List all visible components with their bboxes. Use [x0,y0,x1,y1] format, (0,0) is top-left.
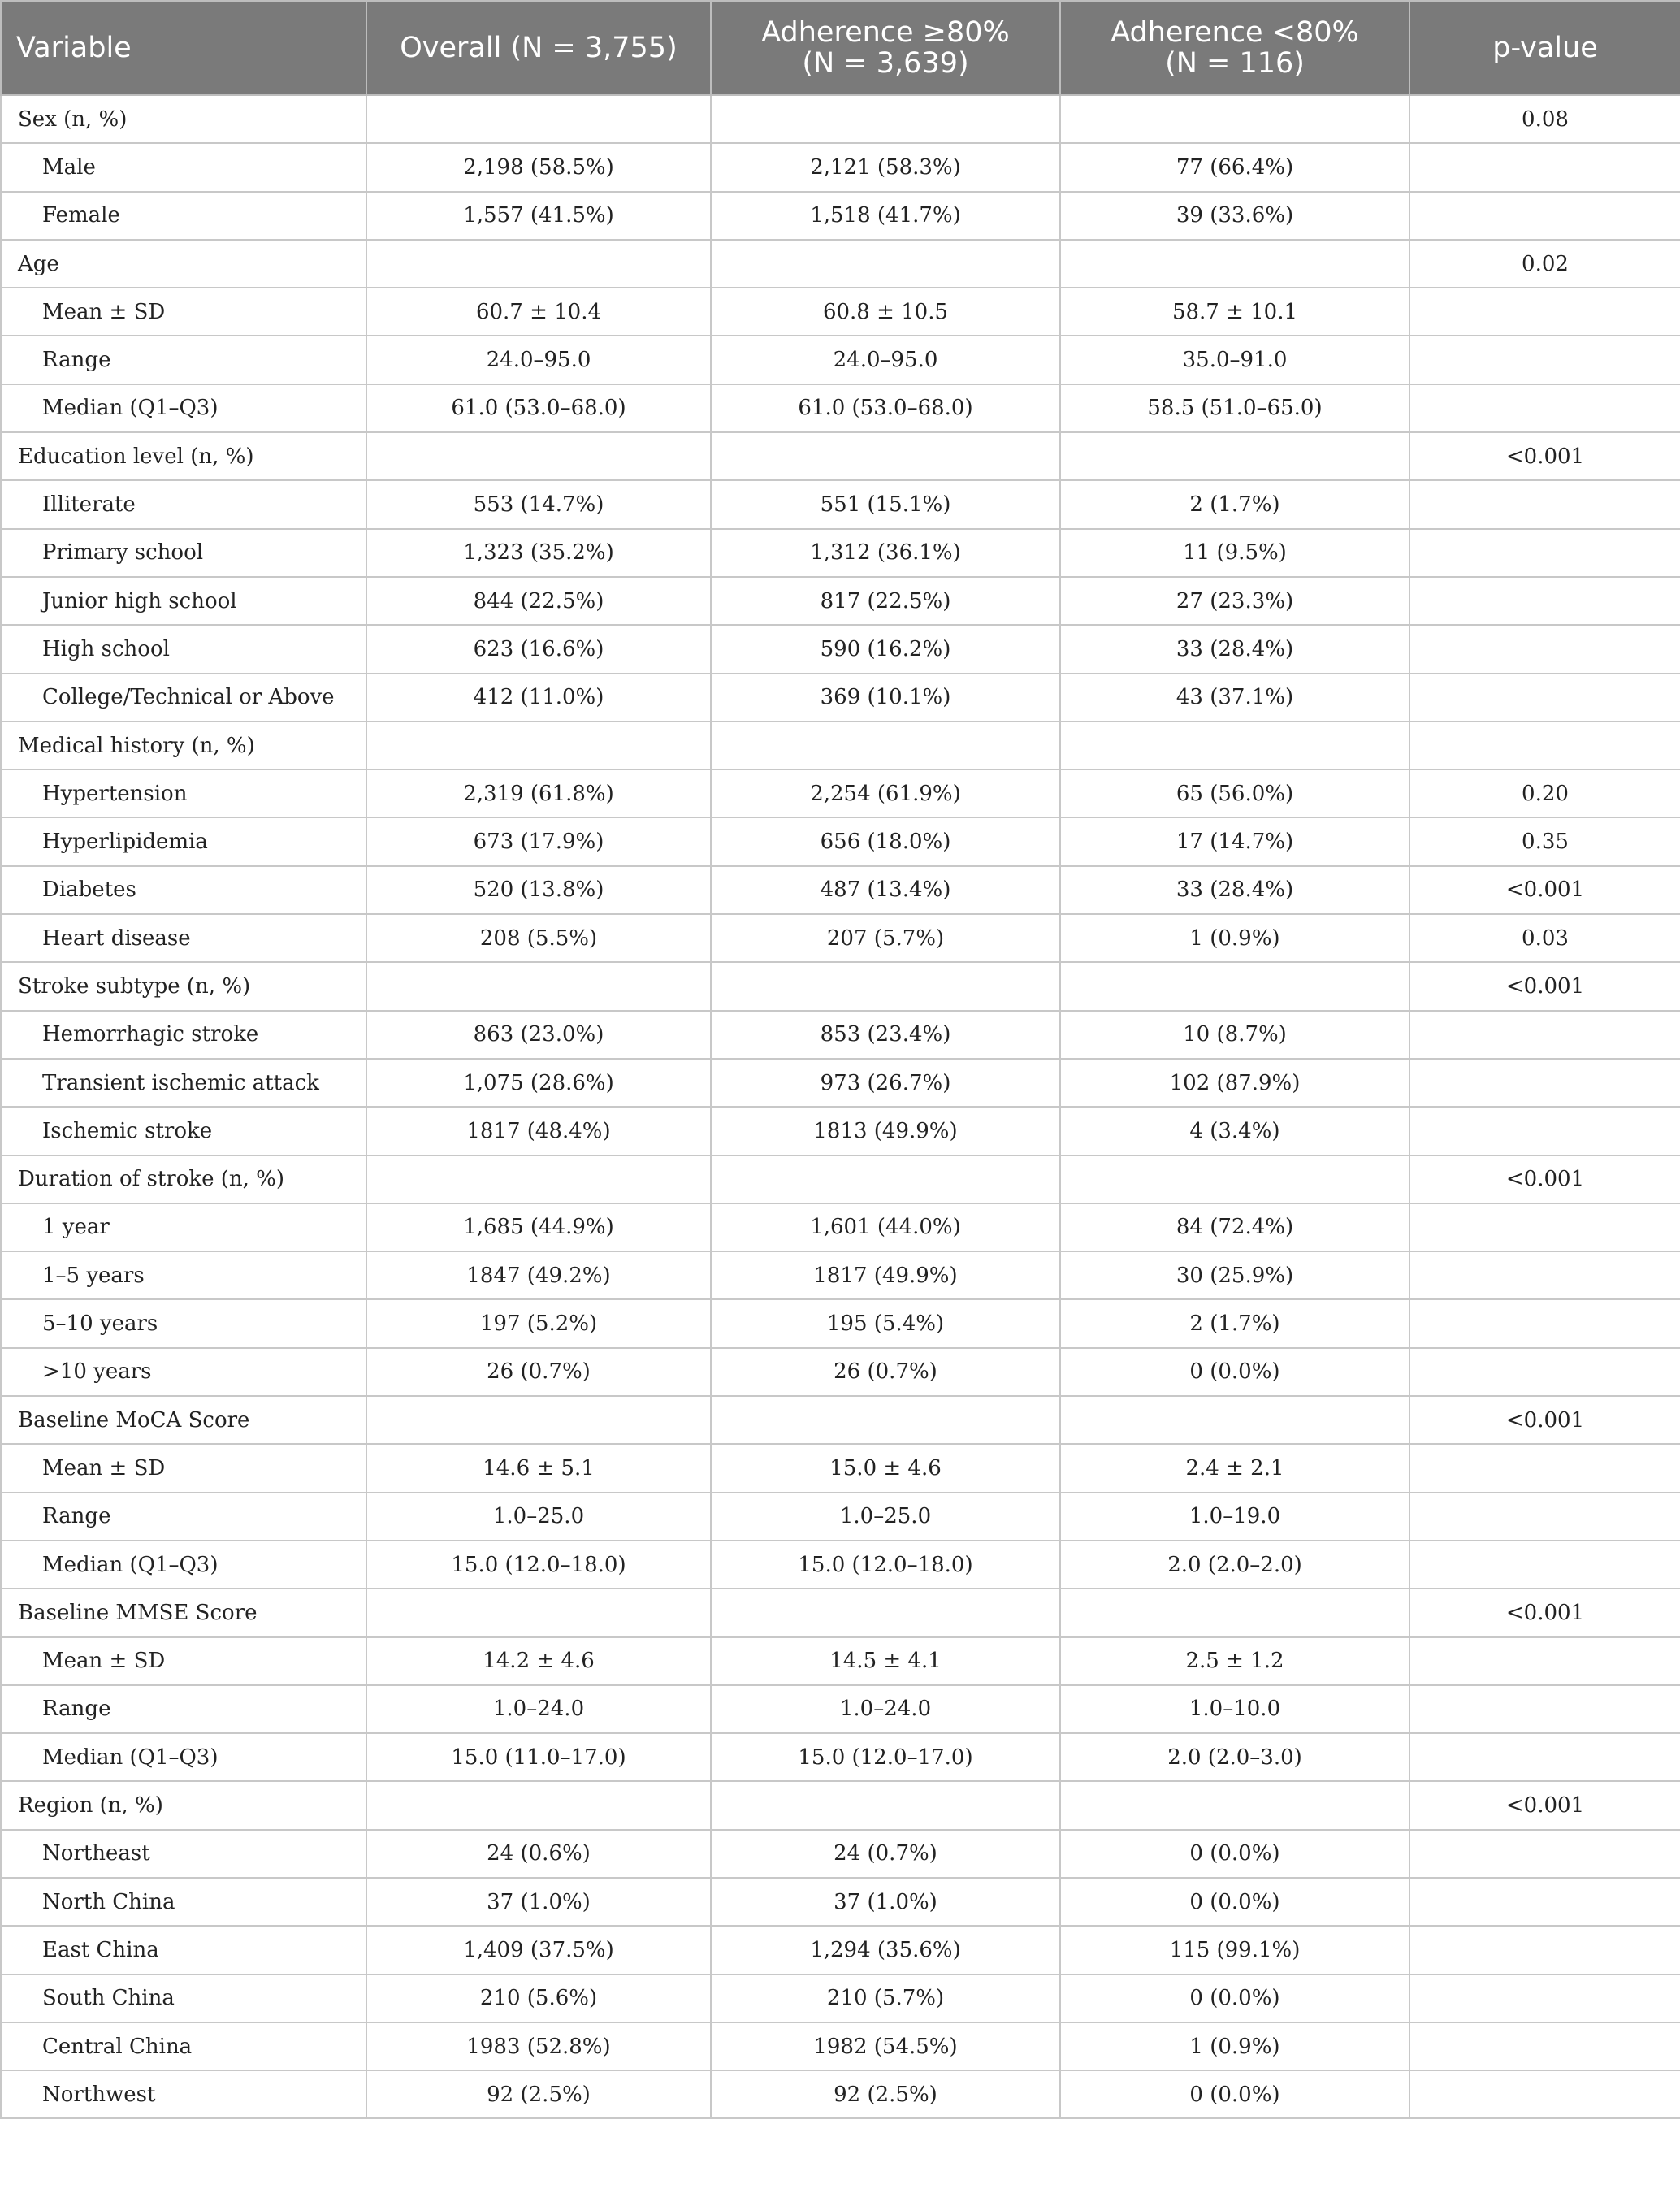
table-row [1,1348,1680,1396]
row-label: Mean ± SD [1,1444,366,1492]
row-label: Range [1,1685,366,1733]
row-label: >10 years [1,1348,366,1396]
row-label: Median (Q1–Q3) [1,1733,366,1781]
cell-adherence-high: 1.0–25.0 [711,1493,1060,1541]
cell-overall: 1.0–24.0 [366,1685,711,1733]
cell-pvalue [1409,1493,1680,1541]
row-label: Hypertension [1,769,366,817]
table-row [1,1203,1680,1251]
row-label: Stroke subtype (n, %) [1,962,366,1010]
cell-pvalue [1409,1299,1680,1347]
cell-adherence-low: 10 (8.7%) [1060,1011,1409,1059]
cell-adherence-high: 60.8 ± 10.5 [711,288,1060,336]
row-label: Hemorrhagic stroke [1,1011,366,1059]
cell-adherence-low [1060,1396,1409,1444]
cell-adherence-low: 102 (87.9%) [1060,1059,1409,1107]
cell-adherence-low: 1.0–19.0 [1060,1493,1409,1541]
cell-pvalue: <0.001 [1409,1781,1680,1829]
cell-adherence-low: 39 (33.6%) [1060,192,1409,240]
cell-adherence-low: 17 (14.7%) [1060,817,1409,865]
table-row [1,1107,1680,1155]
row-label: 5–10 years [1,1299,366,1347]
cell-adherence-high: 1982 (54.5%) [711,2022,1060,2070]
row-label: Central China [1,2022,366,2070]
cell-adherence-high: 15.0 (12.0–18.0) [711,1541,1060,1589]
cell-adherence-low: 2.5 ± 1.2 [1060,1637,1409,1685]
row-label: Junior high school [1,577,366,625]
cell-pvalue [1409,336,1680,384]
cell-adherence-high: 15.0 (12.0–17.0) [711,1733,1060,1781]
header-adherence-high-line2: (N = 3,639) [802,47,969,80]
cell-overall: 1,557 (41.5%) [366,192,711,240]
cell-pvalue [1409,1011,1680,1059]
cell-overall: 92 (2.5%) [366,2070,711,2118]
row-label: Median (Q1–Q3) [1,1541,366,1589]
cell-adherence-high: 590 (16.2%) [711,625,1060,673]
table-row [1,1541,1680,1589]
cell-adherence-low: 2 (1.7%) [1060,1299,1409,1347]
cell-adherence-high [711,1155,1060,1203]
row-label: Northeast [1,1830,366,1878]
cell-overall: 863 (23.0%) [366,1011,711,1059]
cell-overall: 1,075 (28.6%) [366,1059,711,1107]
cell-pvalue [1409,1733,1680,1781]
cell-adherence-high: 973 (26.7%) [711,1059,1060,1107]
cell-pvalue [1409,1926,1680,1974]
cell-pvalue [1409,529,1680,577]
cell-adherence-high: 2,254 (61.9%) [711,769,1060,817]
cell-adherence-low: 58.7 ± 10.1 [1060,288,1409,336]
cell-pvalue [1409,1637,1680,1685]
cell-overall: 14.6 ± 5.1 [366,1444,711,1492]
cell-pvalue: <0.001 [1409,1396,1680,1444]
cell-adherence-high [711,95,1060,143]
cell-adherence-low [1060,432,1409,480]
cell-adherence-low: 2.0 (2.0–3.0) [1060,1733,1409,1781]
row-label: Medical history (n, %) [1,722,366,769]
cell-adherence-high: 656 (18.0%) [711,817,1060,865]
table-row [1,1878,1680,1926]
cell-pvalue [1409,1107,1680,1155]
table-row [1,625,1680,673]
row-label: Region (n, %) [1,1781,366,1829]
cell-pvalue: 0.02 [1409,240,1680,288]
table-row [1,480,1680,528]
row-label: 1 year [1,1203,366,1251]
cell-adherence-high: 1,294 (35.6%) [711,1926,1060,1974]
cell-adherence-low [1060,95,1409,143]
row-label: Diabetes [1,866,366,914]
table-row [1,95,1680,143]
table-body [1,95,1680,2118]
cell-adherence-low [1060,962,1409,1010]
cell-overall: 15.0 (11.0–17.0) [366,1733,711,1781]
cell-pvalue [1409,143,1680,191]
cell-adherence-high: 1817 (49.9%) [711,1251,1060,1299]
row-label: Male [1,143,366,191]
cell-overall: 1,685 (44.9%) [366,1203,711,1251]
cell-adherence-low: 35.0–91.0 [1060,336,1409,384]
cell-pvalue [1409,1974,1680,2022]
cell-pvalue [1409,1348,1680,1396]
cell-overall: 61.0 (53.0–68.0) [366,384,711,432]
cell-adherence-high [711,1396,1060,1444]
cell-pvalue: <0.001 [1409,866,1680,914]
cell-pvalue [1409,1444,1680,1492]
table-row [1,2070,1680,2118]
cell-adherence-low: 84 (72.4%) [1060,1203,1409,1251]
table-row [1,1830,1680,1878]
cell-adherence-high: 369 (10.1%) [711,674,1060,722]
cell-adherence-high: 15.0 ± 4.6 [711,1444,1060,1492]
cell-overall [366,95,711,143]
cell-adherence-high: 24 (0.7%) [711,1830,1060,1878]
cell-adherence-high: 92 (2.5%) [711,2070,1060,2118]
cell-pvalue: <0.001 [1409,1155,1680,1203]
cell-adherence-high [711,240,1060,288]
row-label: East China [1,1926,366,1974]
cell-overall [366,432,711,480]
cell-pvalue [1409,577,1680,625]
cell-overall: 24 (0.6%) [366,1830,711,1878]
table-header [1,1,1680,95]
cell-adherence-high [711,962,1060,1010]
table-row [1,1781,1680,1829]
cell-adherence-low: 0 (0.0%) [1060,1878,1409,1926]
cell-adherence-low: 0 (0.0%) [1060,1348,1409,1396]
cell-adherence-low: 2 (1.7%) [1060,480,1409,528]
row-label: Baseline MoCA Score [1,1396,366,1444]
cell-overall: 210 (5.6%) [366,1974,711,2022]
row-label: Northwest [1,2070,366,2118]
row-label: Mean ± SD [1,288,366,336]
cell-pvalue [1409,288,1680,336]
table-row [1,1155,1680,1203]
cell-adherence-low: 0 (0.0%) [1060,1830,1409,1878]
cell-pvalue [1409,480,1680,528]
table-row [1,143,1680,191]
cell-adherence-low [1060,722,1409,769]
table-row [1,722,1680,769]
cell-adherence-high: 1,601 (44.0%) [711,1203,1060,1251]
cell-pvalue: <0.001 [1409,432,1680,480]
cell-overall: 673 (17.9%) [366,817,711,865]
table-row [1,1444,1680,1492]
table-row [1,1396,1680,1444]
header-adherence-high [711,1,1060,95]
cell-adherence-low: 65 (56.0%) [1060,769,1409,817]
cell-adherence-high: 487 (13.4%) [711,866,1060,914]
table-row [1,240,1680,288]
cell-pvalue: 0.08 [1409,95,1680,143]
cell-adherence-high [711,1781,1060,1829]
table-row [1,1251,1680,1299]
cell-overall: 520 (13.8%) [366,866,711,914]
cell-overall: 15.0 (12.0–18.0) [366,1541,711,1589]
cell-overall: 844 (22.5%) [366,577,711,625]
row-label: College/Technical or Above [1,674,366,722]
table-row [1,769,1680,817]
table-row [1,1637,1680,1685]
cell-pvalue [1409,674,1680,722]
row-label: Range [1,1493,366,1541]
cell-pvalue [1409,384,1680,432]
cell-overall: 1817 (48.4%) [366,1107,711,1155]
cell-overall: 60.7 ± 10.4 [366,288,711,336]
cell-adherence-high: 817 (22.5%) [711,577,1060,625]
cell-pvalue [1409,1541,1680,1589]
cell-adherence-low [1060,1781,1409,1829]
cell-overall: 1,409 (37.5%) [366,1926,711,1974]
cell-pvalue: 0.03 [1409,914,1680,962]
table-row [1,577,1680,625]
cell-pvalue: <0.001 [1409,962,1680,1010]
cell-overall: 623 (16.6%) [366,625,711,673]
table-row [1,432,1680,480]
cell-adherence-high: 207 (5.7%) [711,914,1060,962]
table-row [1,1299,1680,1347]
cell-overall: 1.0–25.0 [366,1493,711,1541]
table-row [1,192,1680,240]
cell-adherence-high: 1813 (49.9%) [711,1107,1060,1155]
header-adherence-low-line1: Adherence <80% [1111,16,1359,49]
cell-adherence-high: 853 (23.4%) [711,1011,1060,1059]
cell-pvalue [1409,1685,1680,1733]
table-row [1,1926,1680,1974]
cell-adherence-low: 58.5 (51.0–65.0) [1060,384,1409,432]
cell-adherence-high: 61.0 (53.0–68.0) [711,384,1060,432]
table-row [1,1011,1680,1059]
table-row [1,962,1680,1010]
cell-adherence-low: 33 (28.4%) [1060,625,1409,673]
cell-pvalue [1409,1203,1680,1251]
header-pvalue: p-value [1409,1,1680,95]
table-row [1,2022,1680,2070]
cell-pvalue [1409,1251,1680,1299]
row-label: Transient ischemic attack [1,1059,366,1107]
header-adherence-low [1060,1,1409,95]
header-overall: Overall (N = 3,755) [366,1,711,95]
cell-overall [366,1396,711,1444]
cell-pvalue: 0.20 [1409,769,1680,817]
cell-adherence-low: 33 (28.4%) [1060,866,1409,914]
cell-pvalue [1409,1878,1680,1926]
cell-adherence-low: 30 (25.9%) [1060,1251,1409,1299]
table-row [1,1059,1680,1107]
cell-adherence-low: 27 (23.3%) [1060,577,1409,625]
cell-adherence-low: 77 (66.4%) [1060,143,1409,191]
cell-adherence-low: 43 (37.1%) [1060,674,1409,722]
row-label: Female [1,192,366,240]
cell-pvalue [1409,2022,1680,2070]
header-adherence-low-line2: (N = 116) [1165,47,1305,80]
cell-adherence-high: 14.5 ± 4.1 [711,1637,1060,1685]
cell-adherence-high: 37 (1.0%) [711,1878,1060,1926]
table-row [1,674,1680,722]
cell-adherence-high: 210 (5.7%) [711,1974,1060,2022]
cell-adherence-low: 4 (3.4%) [1060,1107,1409,1155]
cell-adherence-high: 551 (15.1%) [711,480,1060,528]
table-row [1,1589,1680,1636]
row-label: Age [1,240,366,288]
cell-adherence-low: 2.0 (2.0–2.0) [1060,1541,1409,1589]
cell-pvalue [1409,722,1680,769]
cell-adherence-high: 1.0–24.0 [711,1685,1060,1733]
cell-overall: 2,319 (61.8%) [366,769,711,817]
row-label: Median (Q1–Q3) [1,384,366,432]
table-row [1,866,1680,914]
cell-overall: 37 (1.0%) [366,1878,711,1926]
cell-overall: 24.0–95.0 [366,336,711,384]
cell-overall [366,722,711,769]
table-row [1,529,1680,577]
cell-adherence-low: 11 (9.5%) [1060,529,1409,577]
row-label: High school [1,625,366,673]
cell-overall [366,1781,711,1829]
cell-adherence-high [711,432,1060,480]
cell-overall: 208 (5.5%) [366,914,711,962]
row-label: Ischemic stroke [1,1107,366,1155]
table-row [1,1685,1680,1733]
table-row [1,817,1680,865]
cell-adherence-high [711,722,1060,769]
cell-overall: 412 (11.0%) [366,674,711,722]
row-label: Primary school [1,529,366,577]
cell-pvalue [1409,2070,1680,2118]
cell-adherence-low: 1.0–10.0 [1060,1685,1409,1733]
cell-adherence-high: 2,121 (58.3%) [711,143,1060,191]
cell-adherence-low: 1 (0.9%) [1060,2022,1409,2070]
row-label: Range [1,336,366,384]
cell-adherence-low: 2.4 ± 2.1 [1060,1444,1409,1492]
cell-overall [366,1155,711,1203]
cell-pvalue: 0.35 [1409,817,1680,865]
header-variable: Variable [1,1,366,95]
cell-adherence-low [1060,1589,1409,1636]
cell-overall: 1,323 (35.2%) [366,529,711,577]
cell-adherence-low: 115 (99.1%) [1060,1926,1409,1974]
cell-overall: 1847 (49.2%) [366,1251,711,1299]
row-label: Illiterate [1,480,366,528]
cell-adherence-low [1060,1155,1409,1203]
row-label: Baseline MMSE Score [1,1589,366,1636]
header-row [1,1,1680,95]
cell-adherence-high: 1,312 (36.1%) [711,529,1060,577]
cell-adherence-low: 0 (0.0%) [1060,1974,1409,2022]
table-row [1,1493,1680,1541]
cell-overall: 197 (5.2%) [366,1299,711,1347]
row-label: North China [1,1878,366,1926]
table-row [1,288,1680,336]
cell-adherence-high [711,1589,1060,1636]
cell-pvalue: <0.001 [1409,1589,1680,1636]
cell-adherence-low [1060,240,1409,288]
cell-pvalue [1409,1830,1680,1878]
cell-adherence-low: 0 (0.0%) [1060,2070,1409,2118]
cell-adherence-high: 195 (5.4%) [711,1299,1060,1347]
row-label: Heart disease [1,914,366,962]
cell-adherence-high: 24.0–95.0 [711,336,1060,384]
table-row [1,914,1680,962]
table-row [1,336,1680,384]
cell-pvalue [1409,192,1680,240]
cell-overall: 2,198 (58.5%) [366,143,711,191]
cell-overall: 14.2 ± 4.6 [366,1637,711,1685]
cell-adherence-high: 1,518 (41.7%) [711,192,1060,240]
cell-overall [366,1589,711,1636]
cell-adherence-low: 1 (0.9%) [1060,914,1409,962]
table-row [1,1733,1680,1781]
cell-overall: 553 (14.7%) [366,480,711,528]
row-label: Hyperlipidemia [1,817,366,865]
cell-adherence-high: 26 (0.7%) [711,1348,1060,1396]
table-row [1,384,1680,432]
row-label: Sex (n, %) [1,95,366,143]
cell-overall: 26 (0.7%) [366,1348,711,1396]
row-label: Education level (n, %) [1,432,366,480]
row-label: South China [1,1974,366,2022]
cell-overall [366,962,711,1010]
cell-overall [366,240,711,288]
row-label: Duration of stroke (n, %) [1,1155,366,1203]
cell-pvalue [1409,625,1680,673]
row-label: 1–5 years [1,1251,366,1299]
cell-pvalue [1409,1059,1680,1107]
header-adherence-high-line1: Adherence ≥80% [761,16,1010,49]
table-row [1,1974,1680,2022]
row-label: Mean ± SD [1,1637,366,1685]
cell-overall: 1983 (52.8%) [366,2022,711,2070]
